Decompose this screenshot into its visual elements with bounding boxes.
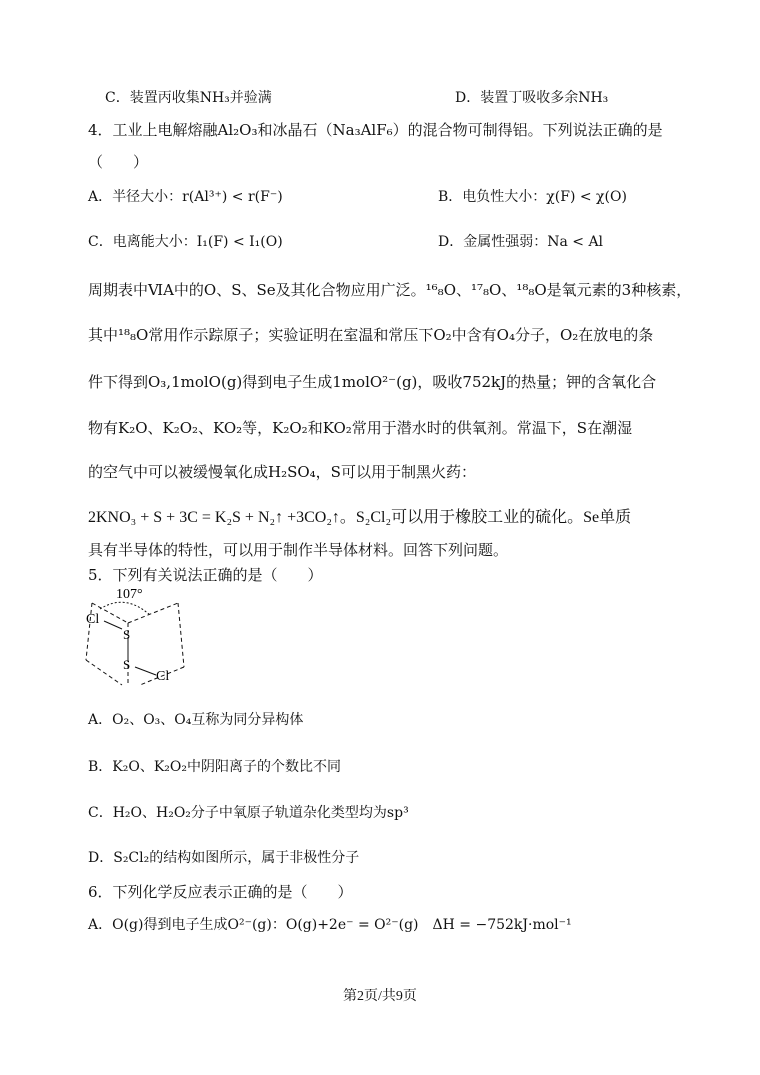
- q6-stem: 6．下列化学反应表示正确的是（ ）: [88, 883, 353, 901]
- q6-option-a: A．O(g)得到电子生成O²⁻(g)：O(g)+2e⁻ = O²⁻(g) ΔH = −752kJ·mol⁻¹: [88, 917, 572, 933]
- q5-stem: 5．下列有关说法正确的是（ ）: [88, 566, 323, 584]
- q3-option-c: C．装置丙收集NH₃并验满: [105, 90, 272, 106]
- q4-stem: 4．工业上电解熔融Al₂O₃和冰晶石（Na₃AlF₆）的混合物可制得铝。下列说法正确的是: [88, 121, 663, 139]
- q5-option-b: B．K₂O、K₂O₂中阴阳离子的个数比不同: [88, 759, 341, 775]
- q4-option-a: A．半径大小：r(Al³⁺) < r(F⁻): [88, 189, 283, 205]
- q5-option-c: C．H₂O、H₂O₂分子中氧原子轨道杂化类型均为sp³: [88, 805, 409, 821]
- bond-angle-arc: [100, 602, 150, 615]
- s2cl2-structure-figure: [80, 585, 190, 690]
- q4-option-d: D．金属性强弱：Na < Al: [438, 234, 604, 250]
- q4-option-c: C．电离能大小：I₁(F) < I₁(O): [88, 234, 283, 250]
- q4-answer-paren: （ ）: [88, 153, 149, 171]
- passage-line-5: 的空气中可以被缓慢氧化成H₂SO₄，S可以用于制黑火药：: [88, 463, 476, 481]
- cl-atom-top: Cl: [86, 612, 100, 627]
- bond-angle-label: 107°: [116, 587, 143, 602]
- cl-s-bond-top: [104, 621, 122, 629]
- s-cl-bond-bottom: [135, 667, 156, 675]
- passage-line-1: 周期表中ⅥA中的O、S、Se及其化合物应用广泛。¹⁶₈O、¹⁷₈O、¹⁸₈O是氧元素的3种核素，: [88, 281, 692, 299]
- passage-line-2: 其中¹⁸₈O常用作示踪原子；实验证明在室温和常压下O₂中含有O₄分子，O₂在放电的条: [88, 326, 654, 344]
- q5-option-d: D．S₂Cl₂的结构如图所示，属于非极性分子: [88, 850, 360, 866]
- passage-line-4: 物有K₂O、K₂O₂、KO₂等，K₂O₂和KO₂常用于潜水时的供氧剂。常温下，S在潮湿: [88, 419, 633, 437]
- passage-line-7: 具有半导体的特性，可以用于制作半导体材料。回答下列问题。: [88, 541, 509, 559]
- q3-option-d: D．装置丁吸收多余NH₃: [455, 90, 609, 106]
- page-footer: 第2页/共9页: [343, 989, 417, 1004]
- s-atom-bottom: S: [123, 657, 131, 672]
- q5-option-a: A．O₂、O₃、O₄互称为同分异构体: [88, 712, 304, 728]
- passage-line-6: 2KNO₃ + S + 3C = K₂S + N₂↑ +3CO₂↑。S₂Cl₂可以用于橡胶工业的硫化。Se单质: [88, 509, 632, 526]
- passage-line-3: 件下得到O₃,1molO(g)得到电子生成1molO²⁻(g)，吸收752kJ的热量；钾的含氧化合: [88, 373, 657, 391]
- q4-option-b: B．电负性大小：χ(F) < χ(O): [438, 189, 627, 205]
- s-atom-top: S: [123, 627, 131, 642]
- cl-atom-bottom: Cl: [156, 669, 170, 684]
